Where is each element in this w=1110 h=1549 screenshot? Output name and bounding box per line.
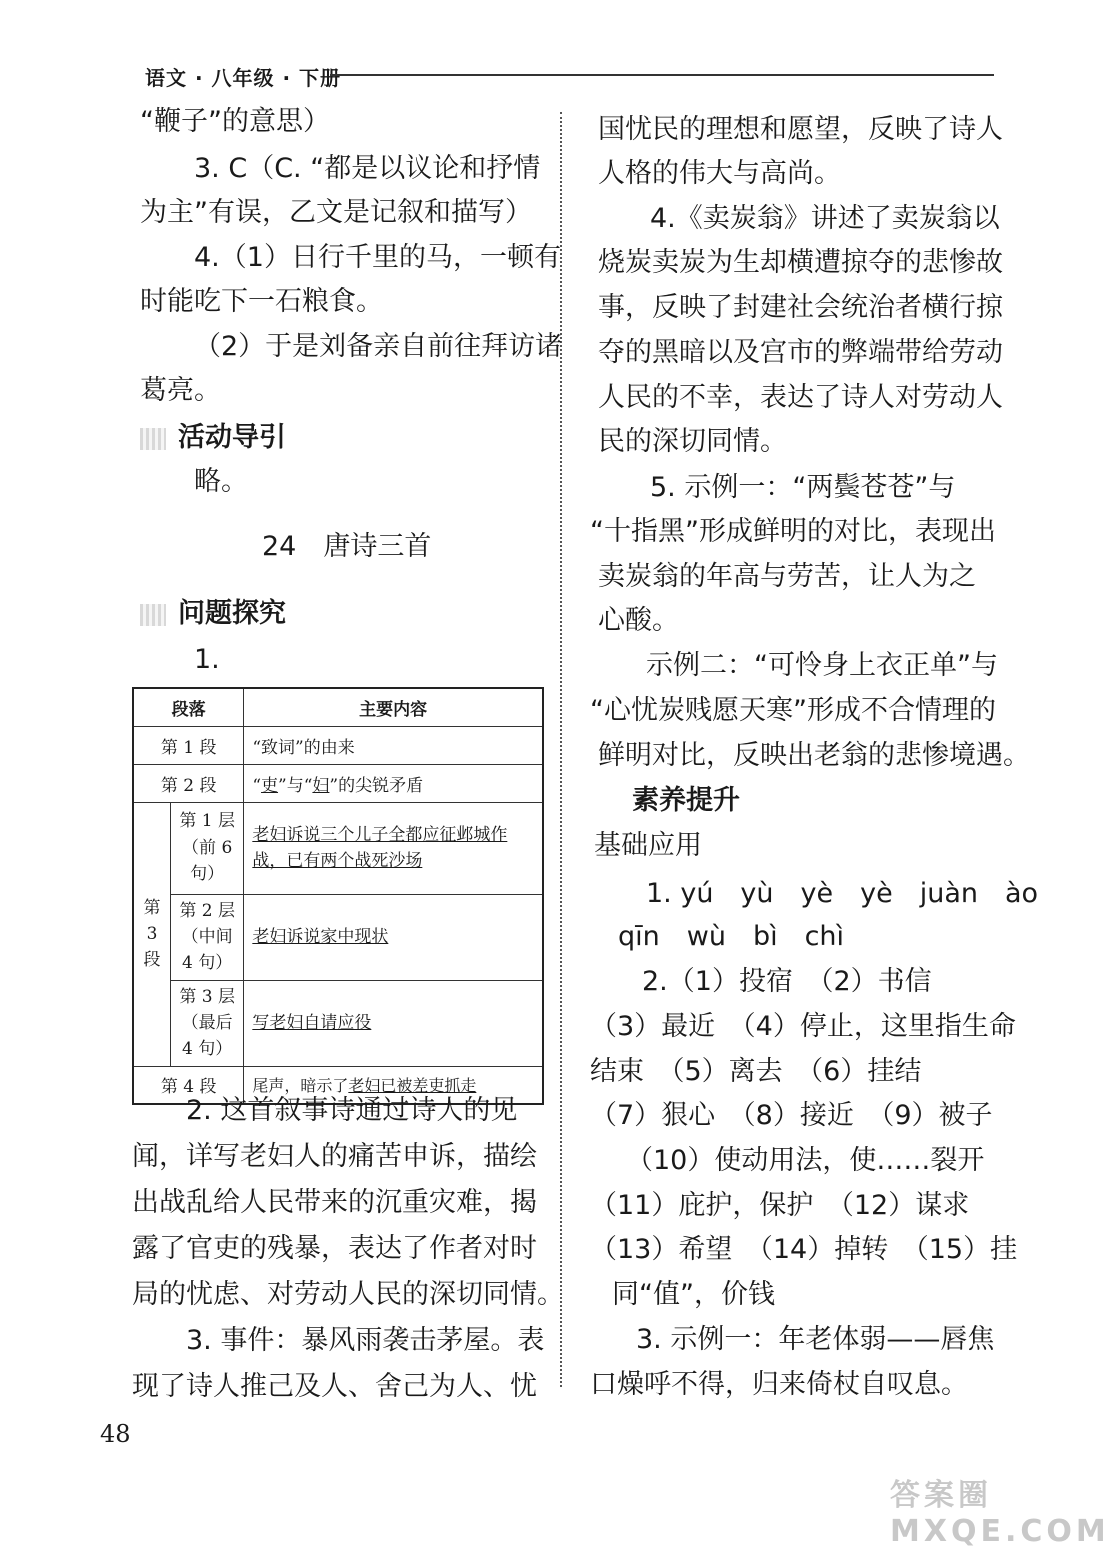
left-text-line: 出战乱给人民带来的沉重灾难，揭 xyxy=(132,1187,537,1218)
right-text-line: 1. yú yù yè yè juàn ào xyxy=(646,878,1039,909)
layer-cell: 第 3 层 （最后 4 句） xyxy=(171,980,244,1066)
right-text-line: （3）最近 （4）停止，这里指生命 xyxy=(590,1011,1016,1042)
right-text-line: 2.（1）投宿 （2）书信 xyxy=(642,966,932,997)
left-text-line: 时能吃下一石粮食。 xyxy=(140,286,383,317)
right-text-line: 烧炭卖炭为生却横遭掠夺的悲惨故 xyxy=(598,247,1003,278)
layer-cell: 第 1 层 （前 6 句） xyxy=(171,802,244,894)
left-text-line: 3. 事件：暴风雨袭击茅屋。表 xyxy=(186,1325,545,1356)
segment-cell: 第 2 段 xyxy=(133,764,244,802)
right-text-line: 结束 （5）离去 （6）挂结 xyxy=(590,1056,922,1087)
lesson-title: 24 唐诗三首 xyxy=(262,531,432,562)
table-row xyxy=(133,980,543,1066)
left-text-line: 3. C（C. “都是以议论和抒情 xyxy=(194,153,541,184)
content-cell: “致词”的由来 xyxy=(244,726,543,764)
right-text-line: 3. 示例一：年老体弱——唇焦 xyxy=(636,1324,995,1355)
improve-heading: 素养提升 xyxy=(632,785,740,816)
table-row xyxy=(133,894,543,980)
improve-subheading: 基础应用 xyxy=(594,830,702,861)
right-text-line: 同“值”，价钱 xyxy=(612,1279,775,1310)
table-row xyxy=(133,726,543,764)
activity-body: 略。 xyxy=(194,466,248,497)
right-text-line: （11）庇护，保护 （12）谋求 xyxy=(590,1190,970,1221)
left-text-line: 现了诗人推己及人、舍己为人、忧 xyxy=(132,1371,537,1402)
table-row xyxy=(133,802,543,894)
content-cell: “吏”与“妇”的尖锐矛盾 xyxy=(244,764,543,802)
right-text-line: 卖炭翁的年高与劳苦，让人为之 xyxy=(598,561,976,592)
content-cell: 尾声，暗示了老妇已被差吏抓走 xyxy=(244,1066,543,1104)
table-header: 主要内容 xyxy=(244,688,543,726)
right-text-line: 鲜明对比，反映出老翁的悲惨境遇。 xyxy=(598,740,1030,771)
right-text-line: “十指黑”形成鲜明的对比，表现出 xyxy=(590,516,996,547)
right-text-line: 4.《卖炭翁》讲述了卖炭翁以 xyxy=(650,203,1000,234)
left-text-line: （2）于是刘备亲自前往拜访诸 xyxy=(194,331,563,362)
problem-heading: 问题探究 xyxy=(140,600,286,627)
right-text-line: 示例二：“可怜身上衣正单”与 xyxy=(646,650,998,681)
right-text-line: qīn wù bì chì xyxy=(618,921,845,952)
item-number: 1. xyxy=(194,644,220,675)
right-text-line: （7）狠心 （8）接近 （9）被子 xyxy=(590,1100,993,1131)
layer-cell: 第 2 层 （中间 4 句） xyxy=(171,894,244,980)
right-text-line: 国忧民的理想和愿望，反映了诗人 xyxy=(598,114,1003,145)
right-text-line: 口燥呼不得，归来倚杖自叹息。 xyxy=(590,1369,968,1400)
header-title: 语文 · 八年级 · 下册 xyxy=(145,66,342,90)
table-header: 段落 xyxy=(133,688,244,726)
segment-cell: 第 1 段 xyxy=(133,726,244,764)
left-text-line: “鞭子”的意思） xyxy=(140,106,330,137)
right-text-line: （10）使动用法，使……裂开 xyxy=(626,1145,985,1176)
left-text-line: 闻，详写老妇人的痛苦申诉，描绘 xyxy=(132,1141,537,1172)
left-text-line: 4.（1）日行千里的马，一顿有 xyxy=(194,242,561,273)
right-text-line: 心酸。 xyxy=(598,605,679,636)
right-text-line: 5. 示例一：“两鬓苍苍”与 xyxy=(650,472,956,503)
content-cell: 写老妇自请应役 xyxy=(244,980,543,1066)
right-text-line: （13）希望 （14）掉转 （15）挂 xyxy=(590,1234,1018,1265)
content-cell: 老妇诉说三个儿子全都应征邺城作战，已有两个战死沙场 xyxy=(244,802,543,894)
segment-cell: 第 3 段 xyxy=(133,802,171,1066)
content-cell: 老妇诉说家中现状 xyxy=(244,894,543,980)
left-text-line: 葛亮。 xyxy=(140,375,221,406)
activity-heading: 活动导引 xyxy=(140,424,286,451)
left-text-line: 为主”有误，乙文是记叙和描写） xyxy=(140,197,532,228)
left-text-line: 2. 这首叙事诗通过诗人的见 xyxy=(186,1095,518,1126)
right-text-line: “心忧炭贱愿天寒”形成不合情理的 xyxy=(590,695,996,726)
poem-structure-table xyxy=(132,687,544,1105)
right-text-line: 夺的黑暗以及宫市的弊端带给劳动 xyxy=(598,337,1003,368)
right-text-line: 事，反映了封建社会统治者横行掠 xyxy=(598,292,1003,323)
left-text-line: 露了官吏的残暴，表达了作者对时 xyxy=(132,1233,537,1264)
segment-cell: 第 4 段 xyxy=(133,1066,244,1104)
left-text-line: 局的忧虑、对劳动人民的深切同情。 xyxy=(132,1279,564,1310)
section-marker-icon xyxy=(140,604,166,626)
right-text-line: 人民的不幸，表达了诗人对劳动人 xyxy=(598,382,1003,413)
section-marker-icon xyxy=(140,428,166,450)
right-text-line: 民的深切同情。 xyxy=(598,426,787,457)
column-divider xyxy=(560,112,562,1387)
table-row xyxy=(133,764,543,802)
page-number: 48 xyxy=(100,1420,131,1448)
watermark-logo: 答案圈 MXQE.COM xyxy=(890,1478,1110,1549)
right-text-line: 人格的伟大与高尚。 xyxy=(598,158,841,189)
header-rule xyxy=(330,74,994,76)
